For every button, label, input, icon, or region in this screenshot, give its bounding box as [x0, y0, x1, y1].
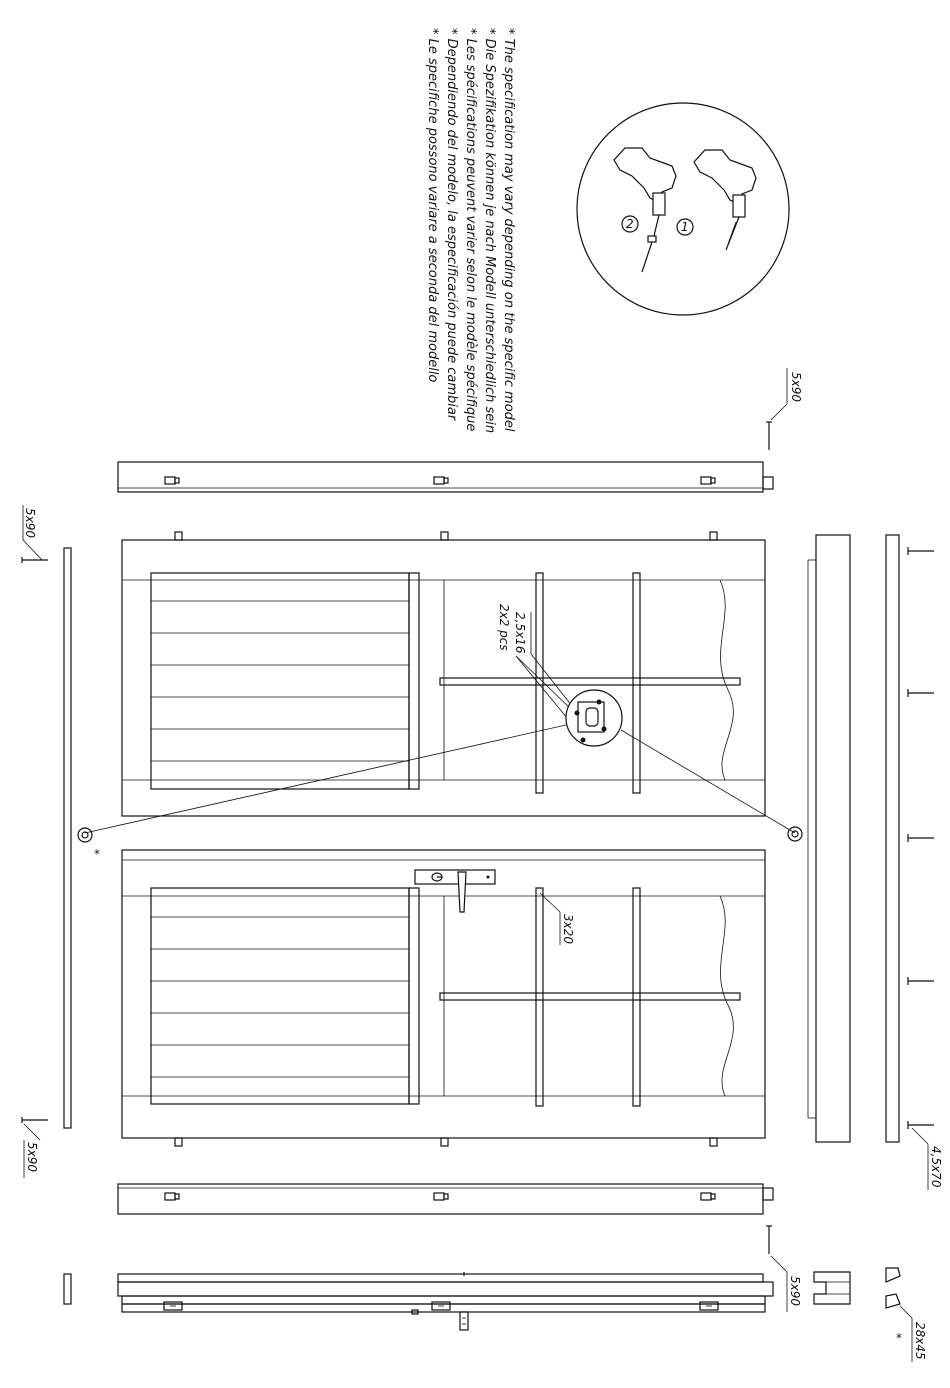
round-marker-left — [78, 828, 100, 861]
screw-4-5x70-label: 4,5x70 — [929, 1146, 943, 1188]
screw-5x90-label: 5x90 — [788, 1276, 802, 1307]
gate-panel-lower — [122, 850, 765, 1146]
top-rail — [118, 462, 773, 492]
note-en: * The specification may vary depending on the specific model — [501, 28, 516, 432]
screw-5x90-label: 5x90 — [23, 508, 37, 539]
step-1-label: 1 — [681, 220, 689, 234]
drill-icon — [694, 150, 756, 250]
gate-panel-upper — [122, 532, 765, 816]
gate-post — [808, 535, 850, 1142]
left-long-board — [22, 505, 71, 1178]
round-marker-right — [788, 827, 802, 841]
asterisk-marker: * — [896, 1331, 902, 1345]
note-fr: * Les spécifications peuvent varier selon le modèle spécifique — [463, 28, 478, 432]
asterisk-marker: * — [94, 847, 100, 861]
drill-detail-circle — [577, 103, 789, 315]
specification-notes — [425, 28, 516, 433]
bracket-detail — [85, 690, 795, 833]
note-es: * Dependiendo del modelo, la especificación puede cambiar — [444, 28, 459, 421]
gate-latch — [415, 870, 495, 912]
bottom-rail — [118, 1184, 773, 1214]
screw-3x20 — [540, 893, 575, 945]
assembled-side-view — [64, 1226, 802, 1330]
cap-28x45-label: 28x45 — [913, 1322, 927, 1360]
post-caps-28x45 — [886, 1268, 927, 1362]
screw-5x90-label: 5x90 — [25, 1142, 39, 1173]
screw-3x20-label: 3x20 — [561, 914, 575, 945]
note-de: * Die Spezifikation können je nach Modell unterschiedlich sein — [482, 28, 497, 434]
right-board — [886, 535, 899, 1142]
step-2-label: 2 — [626, 217, 634, 231]
screws-4-5x70 — [908, 547, 943, 1190]
screw-5x90-label: 5x90 — [789, 372, 803, 403]
screw-2x2-pcs-label: 2x2 pcs — [497, 604, 511, 651]
screwdriver-drill-icon — [614, 148, 676, 272]
post-end-view — [814, 1272, 850, 1304]
screw-2-5x16-label: 2,5x16 — [513, 612, 527, 654]
screw-5x90-top — [766, 368, 803, 450]
note-it: * Le specifiche possono variare a seconda del modello — [425, 28, 440, 383]
